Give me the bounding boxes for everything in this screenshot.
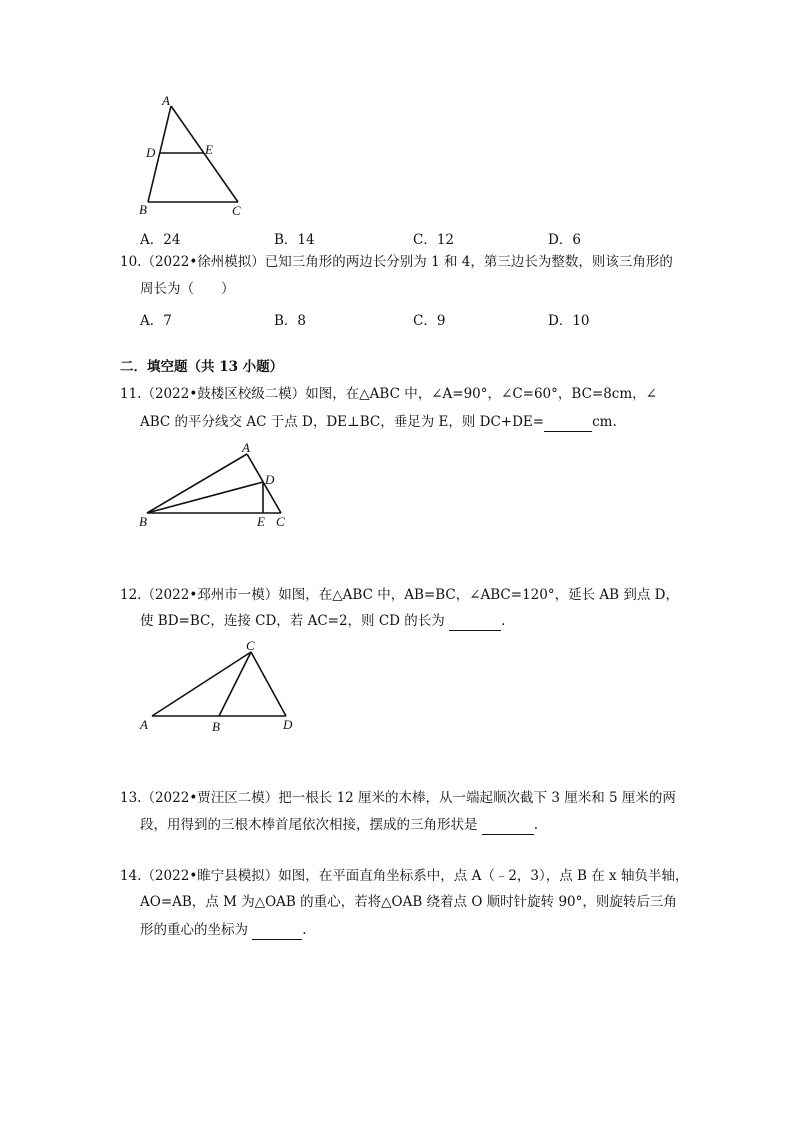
section-title-fill-in: 二．填空题（共 13 小题） [120, 359, 284, 375]
q14-stem-line2: AO=AB，点 M 为△OAB 的重心，若将△OAB 绕着点 O 顺时针旋转 90°，则旋转后三角 [140, 894, 677, 910]
q12-stem-line1: 12.（2022•邳州市一模）如图，在△ABC 中，AB=BC，∠ABC=120°，延长 AB 到点 D， [120, 587, 679, 603]
q13-stem-line2 [140, 816, 538, 835]
q12-figure [152, 652, 286, 716]
q11-label-e: E [257, 514, 265, 529]
q13-answer-blank[interactable] [482, 816, 534, 835]
q12-side-ac [152, 652, 251, 716]
q11-label-c: C [276, 514, 285, 529]
q12-label-c: C [246, 638, 255, 653]
q10-option-c[interactable]: C．9 [413, 313, 446, 329]
q12-answer-blank[interactable] [449, 612, 501, 631]
q14-stem-line3 [140, 921, 307, 940]
q11-figure [147, 454, 281, 513]
q9-option-d[interactable]: D．6 [548, 232, 581, 248]
q10-option-a[interactable]: A．7 [140, 313, 172, 329]
q13-stem-line2-text: 段，用得到的三根木棒首尾依次相接，摆成的三角形状是 [140, 817, 478, 833]
q11-label-a: A [242, 440, 250, 455]
q14-stem-line1: 14.（2022•睢宁县模拟）如图，在平面直角坐标系中，点 A（﹣2，3），点 B 在 x 轴负半轴， [120, 868, 689, 884]
q11-stem-line1: 11.（2022•鼓楼区校级二模）如图，在△ABC 中，∠A=90°，∠C=60°，BC=8cm，∠ [120, 386, 657, 402]
q12-label-a: A [140, 717, 148, 732]
q10-stem-line2: 周长为（ ） [140, 281, 235, 297]
q9-option-c[interactable]: C．12 [413, 232, 455, 248]
q12-side-cd [251, 652, 286, 716]
q13-period: . [533, 817, 539, 833]
q12-stem-line2 [140, 612, 505, 631]
q13-stem-line1: 13.（2022•贾汪区二模）把一根长 12 厘米的木棒，从一端起顺次截下 3 厘米和 5 厘米的两 [120, 790, 676, 806]
q12-period: . [501, 613, 506, 629]
q9-label-a: A [162, 93, 170, 108]
q10-stem-line1: 10.（2022•徐州模拟）已知三角形的两边长分别为 1 和 4，第三边长为整数，则该三角形的 [120, 254, 673, 270]
q9-label-c: C [232, 203, 241, 218]
q11-unit: cm. [592, 414, 617, 430]
q11-label-d: D [265, 472, 275, 487]
q11-stem-line2 [140, 413, 617, 432]
q14-period: . [302, 922, 307, 938]
q12-stem-line2-text: 使 BD=BC，连接 CD，若 AC=2，则 CD 的长为 [140, 613, 445, 629]
q9-label-d: D [146, 145, 156, 160]
q9-option-a[interactable]: A．24 [140, 232, 181, 248]
q9-figure [148, 106, 238, 202]
q9-label-e: E [205, 142, 213, 157]
q9-label-b: B [139, 202, 147, 217]
q11-side-ac [247, 454, 281, 513]
q11-stem-line2-text: ABC 的平分线交 AC 于点 D，DE⊥BC，垂足为 E，则 DC+DE= [140, 414, 545, 430]
q11-segment-bd [147, 482, 263, 513]
q12-label-b: B [212, 719, 220, 734]
q12-label-d: D [283, 717, 293, 732]
q14-answer-blank[interactable] [252, 921, 302, 940]
q11-side-ba [147, 454, 247, 513]
q10-option-b[interactable]: B．8 [274, 313, 307, 329]
q9-option-b[interactable]: B．14 [274, 232, 315, 248]
q11-label-b: B [139, 514, 147, 529]
q10-option-d[interactable]: D．10 [548, 313, 590, 329]
q14-stem-line3-text: 形的重心的坐标为 [140, 922, 248, 938]
q11-answer-blank[interactable] [544, 413, 592, 432]
